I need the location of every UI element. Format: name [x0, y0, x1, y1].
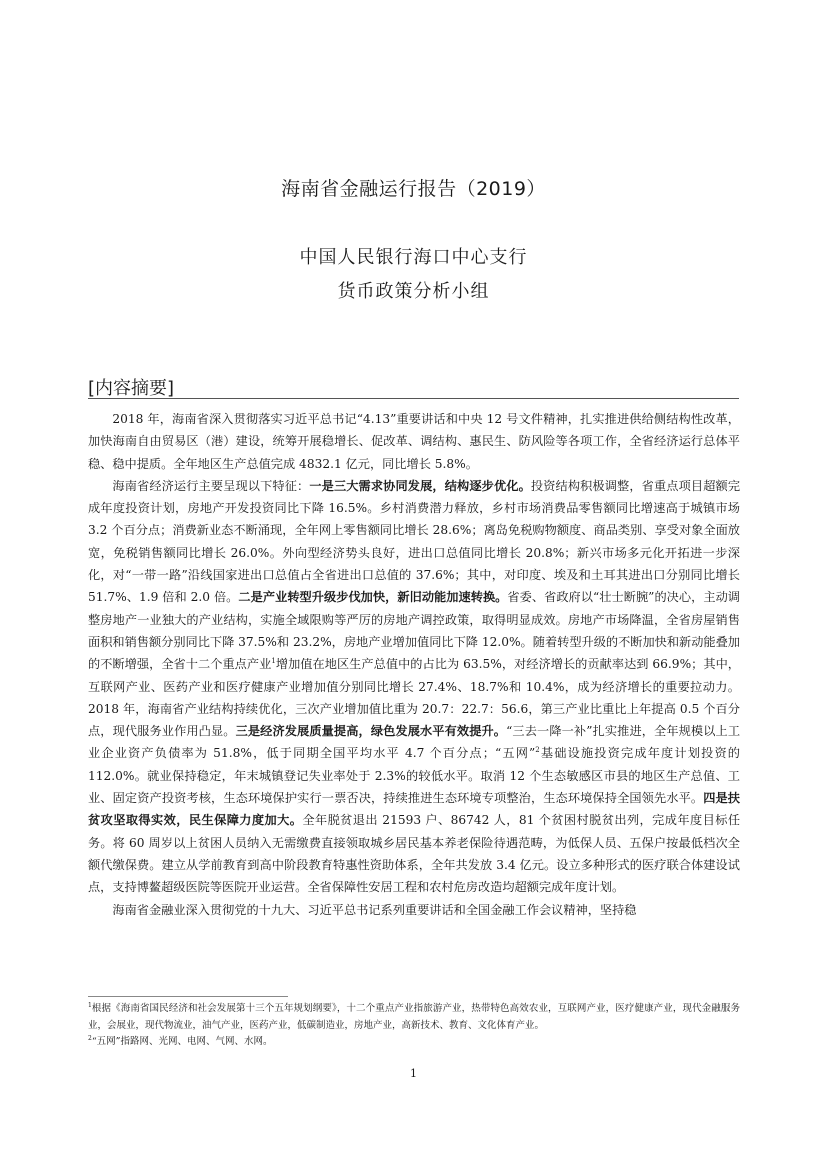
paragraph-text: 省委、省政府以“壮士断腕”的决心，主动调整房地产一业独大的产业结构，实施全域限购等严厉的房地产调控政策，取得明显成效。房地产市场降温，全省房屋销售面积和销售额分别同比下降 37.5%和 23.2%，房地产业增加值同比下降 12.0%。随着转型升级的不断加快和新动能叠加的不断增强，全省十二个重点产业 [88, 590, 740, 672]
paragraph-finance: 海南省金融业深入贯彻党的十九大、习近平总书记系列重要讲话和全国金融工作会议精神，坚持稳 [112, 902, 637, 917]
paragraph-text: 全年脱贫退出 21593 户、86742 人，81 个贫困村脱贫出列，完成年度目标任务。将 60 周岁以上贫困人员纳入无需缴费直接领取城乡居民基本养老保险待遇范畴，为低保人员、五保户按最低档次全额代缴保费。建立从学前教育到高中阶段教育特惠性资助体系，全年共发放 3.4 亿元。设立多种形式的医疗联合体建设试点，支持博鳌超级医院等医院开业运营。全省保障性安居工程和农村危房改造均超额完成年度计划。 [88, 813, 741, 895]
paragraph-features [88, 475, 740, 899]
footnote-2 [88, 1034, 740, 1051]
paragraph-text: 基础设施投资完成年度计划投资的 112.0%。就业保持稳定，年末城镇登记失业率处于 2.3%的较低水平。取消 12 个生态敏感区市县的地区生产总值、工业、固定资产投资考核，生态环境保护实行一票否决，持续推进生态环境专项整治，生态环境保持全国领先水平。 [88, 746, 740, 806]
footnote-divider [88, 996, 288, 997]
page-number: 1 [410, 1067, 417, 1080]
paragraph-intro: 2018 年，海南省深入贯彻落实习近平总书记“4.13”重要讲话和中央 12 号文件精神，扎实推进供给侧结构性改革，加快海南自由贸易区（港）建设，统筹开展稳增长、促改革、调结构、惠民生、防风险等各项工作，全省经济运行总体平稳、稳中提质。全年地区生产总值完成 4832.1 亿元，同比增长 5.8%。 [88, 412, 740, 471]
summary-body [88, 408, 740, 921]
footnote-mark-1: 1 [88, 1001, 92, 1009]
point-four-heading: 四是扶贫攻坚取得实效，民生保障力度加大。 [88, 791, 740, 828]
paragraph-text: “三去一降一补”扎实推进，全年规模以上工业企业资产负债率为 51.8%，低于同期全国平均水平 4.7 个百分点；“五网” [88, 724, 741, 761]
footnote-text-1: 根据《海南省国民经济和社会发展第十三个五年规划纲要》，十二个重点产业指旅游产业，热带特色高效农业，互联网产业，医疗健康产业，现代金融服务业，会展业，现代物流业，油气产业，医药产业，低碳制造业，房地产业，高新技术、教育、文化体育产业。 [88, 1003, 740, 1031]
paragraph-text: 增加值在地区生产总值中的占比为 63.5%，对经济增长的贡献率达到 66.9%；其中，互联网产业、医药产业和医疗健康产业增加值分别同比增长 27.4%、18.7%和 10.4%，成为经济增长的重要拉动力。2018 年，海南省产业结构持续优化，三次产业增加值比重为 20.7：22.7：56.6，第三产业比重比上年提高 0.5 个百分点，现代服务业作用凸显。 [88, 657, 740, 739]
paragraph-text: 海南省经济运行主要呈现以下特征： [112, 478, 310, 493]
point-three-heading: 三是经济发展质量提高，绿色发展水平有效提升。 [235, 724, 507, 739]
paragraph-text: 投资结构积极调整，省重点项目超额完成年度投资计划，房地产开发投资同比下降 16.5%。乡村消费潜力释放，乡村市场消费品零售额同比增速高于城镇市场 3.2 个百分点；消费新业态不断涌现，全年网上零售额同比增长 28.6%；离岛免税购物额度、商品类别、享受对象全面放宽，免税销售额同比增长 26.0%。外向型经济势头良好，进出口总值同比增长 20.8%；新兴市场多元化开拓进一步深化，对“一带一路”沿线国家进出口总值占全省进出口总值的 37.6%；其中，对印度、埃及和土耳其进出口分别同比增长 51.7%、1.9 倍和 2.0 倍。 [88, 478, 741, 605]
summary-heading: [内容摘要] [88, 378, 175, 399]
footnote-ref-2: 2 [535, 746, 540, 755]
footnote-text-2: “五网”指路网、光网、电网、气网、水网。 [91, 1036, 273, 1047]
point-one-heading: 一是三大需求协同发展，结构逐步优化。 [309, 478, 531, 493]
heading-divider [88, 398, 739, 399]
point-two-heading: 二是产业转型升级步伐加快，新旧动能加速转换。 [238, 590, 508, 605]
footnotes [88, 1001, 740, 1051]
author-group: 货币政策分析小组 [337, 281, 490, 302]
footnote-1 [88, 1001, 740, 1034]
report-title: 海南省金融运行报告（2019） [281, 178, 546, 200]
footnote-ref-1: 1 [271, 657, 276, 666]
footnote-mark-2: 2 [88, 1034, 92, 1042]
author-organization: 中国人民银行海口中心支行 [299, 247, 528, 268]
